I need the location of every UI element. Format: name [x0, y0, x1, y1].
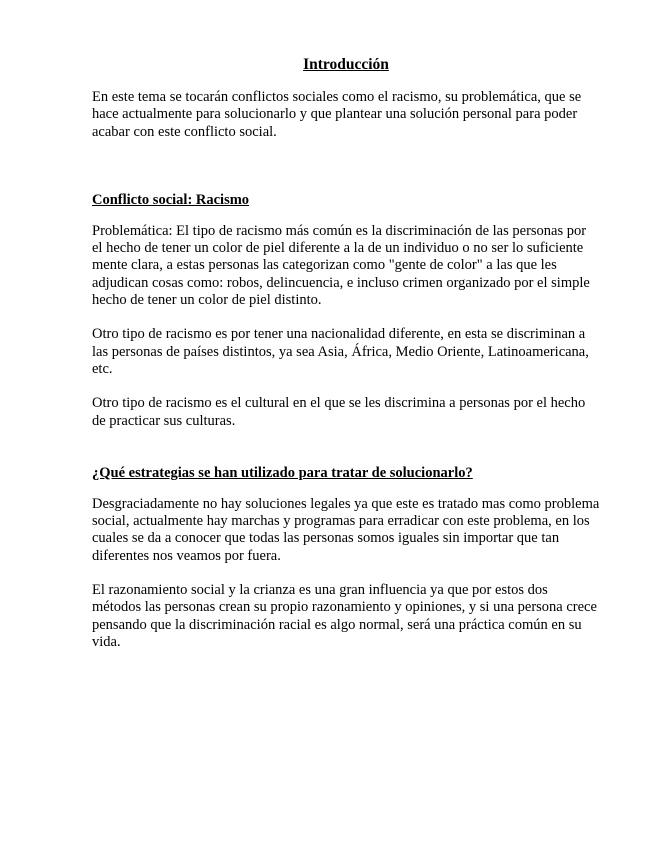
document-title: Introducción	[303, 56, 389, 73]
section-heading-racism: Conflicto social: Racismo	[92, 191, 250, 208]
section1-paragraph-3: Otro tipo de racismo es el cultural en el que se les discrimina a personas por el hecho de practicar sus culturas.	[92, 395, 586, 429]
section1-paragraph-2: Otro tipo de racismo es por tener una nacionalidad diferente, en esta se discriminan a las personas de países distintos, ya sea Asia, África, Medio Oriente, Latinoamericana, etc.	[92, 326, 589, 377]
document-page	[92, 55, 600, 651]
section2-paragraph-1: Desgraciadamente no hay soluciones legales ya que este es tratado mas como problema social, actualmente hay marchas y programas para erradicar con este problema, en los cuales se da a conocer que todas las personas somos iguales sin importar que tan diferentes nos veamos por fuera.	[92, 495, 600, 564]
section1-paragraph-1: Problemática: El tipo de racismo más común es la discriminación de las personas por el hecho de tener un color de piel diferente a la de un individuo o no ser lo suficiente mente clara, a estas personas las categorizan como "gente de color" a las que les adjudican cosas como: robos, delincuencia, e incluso crimen organizado por el simple hecho de tener un color de piel distinto.	[92, 222, 590, 309]
section-heading-strategies: ¿Qué estrategias se han utilizado para tratar de solucionarlo?	[92, 464, 473, 481]
intro-paragraph: En este tema se tocarán conflictos sociales como el racismo, su problemática, que se hace actualmente para solucionarlo y que plantear una solución personal para poder acabar con este conflicto social.	[92, 89, 582, 140]
section2-paragraph-2: El razonamiento social y la crianza es una gran influencia ya que por estos dos métodos las personas crean su propio razonamiento y opiniones, y si una persona crece pensando que la discriminación racial es algo normal, será una práctica común en su vida.	[92, 582, 597, 650]
